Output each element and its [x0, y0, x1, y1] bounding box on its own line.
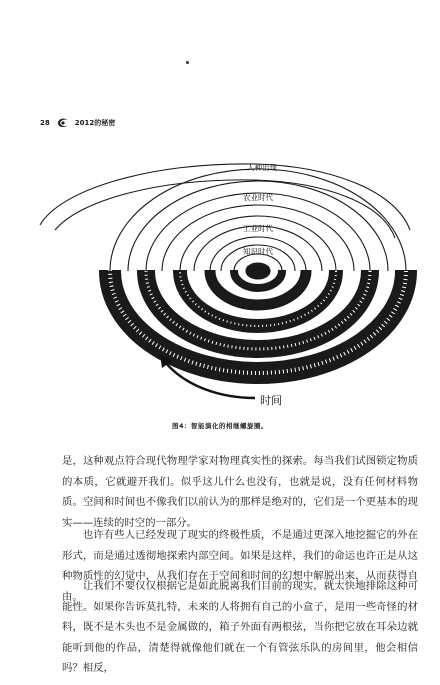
running-header — [40, 117, 115, 128]
era-label-2: 农业时代 — [243, 193, 273, 202]
paragraph-text: 是，这种观点符合现代物理学家对物理真实性的探索。每当我们试图锁定物质的本质，它就避开我们。似乎这儿什么也没有，也就是说，没有任何材料物质。空间和时间也不像我们以前认为的那样是绝对的，它们是一个更基本的现实——连续的时空的一部分。 — [62, 455, 418, 529]
era-label-4: 知识时代 — [243, 247, 273, 256]
spiral-figure — [0, 150, 440, 420]
book-title: 2012的秘密 — [74, 118, 116, 127]
paragraph-text: 让我们不要仅仅根据它是如此脱离我们目前的现实，就太快地排除这种可能性。如果你告诉莫扎特，未来的人将拥有自己的小盒子，是用一些奇怪的材料，既不是木头也不是金属做的，箱子外面有两根弦，当你把它放在耳朵边就能听到他的作品，清楚得就像他们就在一个有管弦乐队的房间里，他会相信吗？相反， — [62, 580, 418, 674]
spiral-ribbon — [40, 164, 410, 279]
paragraph-1 — [62, 451, 418, 533]
era-label-1: 人种出现 — [247, 163, 277, 172]
figure-caption: 图4：智能演化的相继螺旋圈。 — [171, 422, 269, 430]
speck — [186, 61, 189, 64]
time-label: 时间 — [260, 394, 282, 407]
era-labels — [243, 162, 277, 273]
paragraph-3 — [62, 576, 418, 679]
paragraph-text: 也许有些人已经发现了现实的终极性质，不是通过更深入地挖掘它的外在形式，而是通过透彻地探索内部空间。如果是这样，我们的命运也许正是从这种物质性的幻觉中，从我们存在于空间和时间的幻想中解脱出来，从而获得自由。 — [62, 529, 418, 603]
book-logo-icon — [56, 117, 69, 128]
era-label-5: 智慧时代 — [245, 266, 271, 273]
page-number: 28 — [40, 118, 50, 127]
era-label-3: 工业时代 — [243, 224, 273, 233]
